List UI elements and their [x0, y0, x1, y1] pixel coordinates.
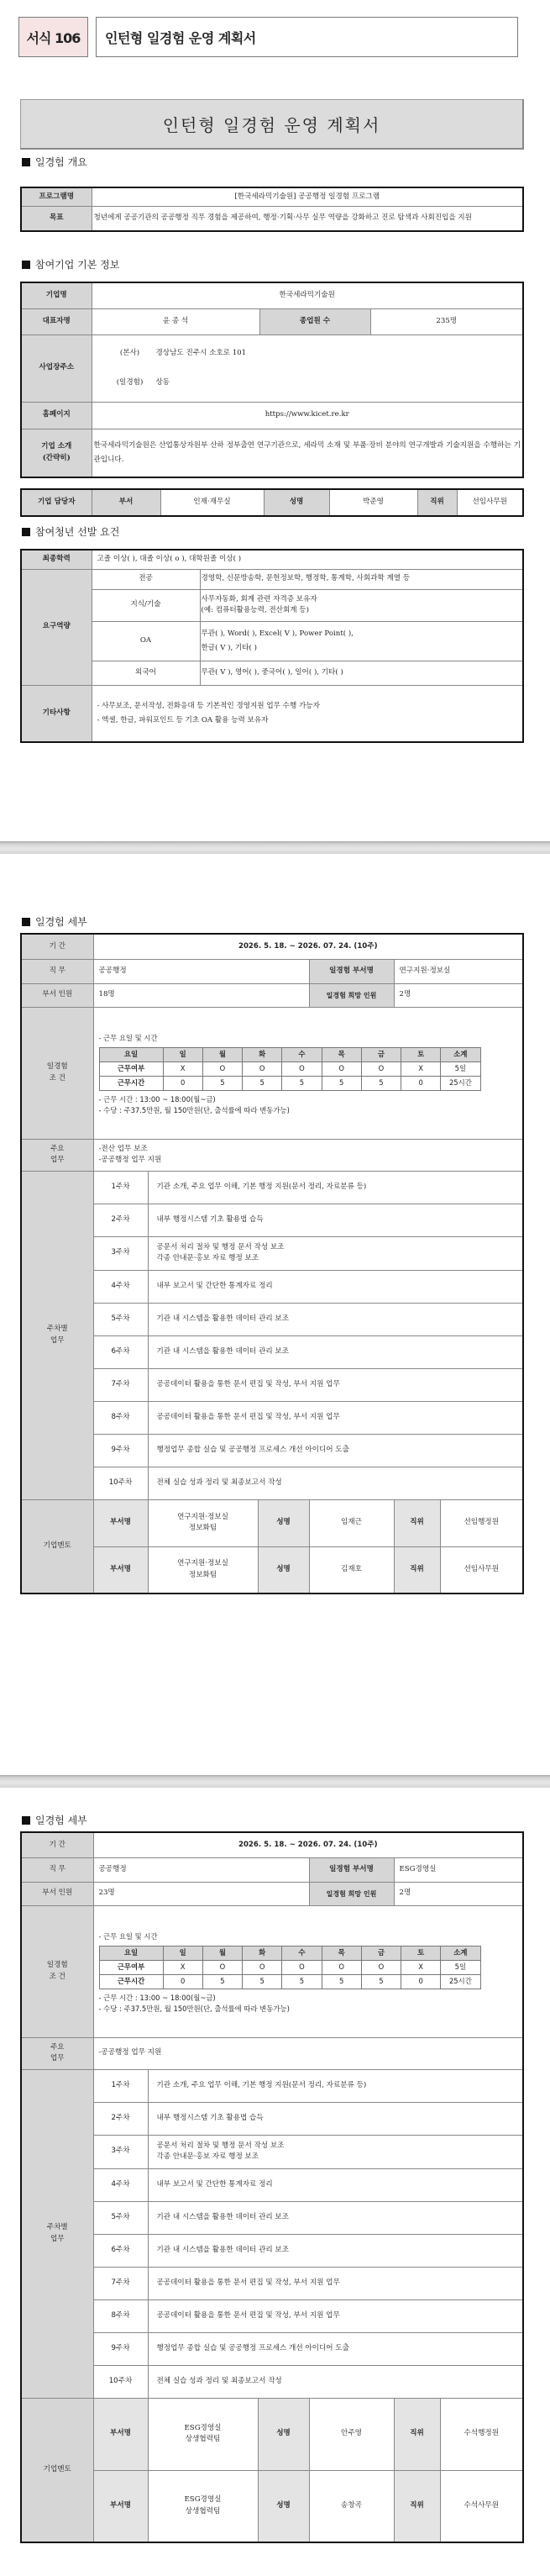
- week-number: 4주차: [93, 2168, 148, 2201]
- week-task: [148, 2332, 523, 2365]
- week-number: 8주차: [93, 2299, 148, 2332]
- section-heading-requirements: 참여청년 선발 요건: [22, 524, 119, 539]
- mentor-name-label: 성명: [258, 1546, 309, 1594]
- job-value: 공공행정: [93, 1857, 309, 1882]
- schedule-cell: 0: [163, 1974, 202, 1989]
- mentor-dept-label: 부서명: [93, 1546, 148, 1594]
- week-row: [21, 1204, 523, 1236]
- section-heading-detail: 일경험 세부: [22, 1813, 87, 1827]
- schedule-hours-row: [99, 1076, 480, 1090]
- goal-label: 목표: [21, 206, 92, 231]
- schedule-cell: X: [401, 1960, 441, 1974]
- week-task-line: 내부 행정시스템 기초 활용법 습득: [156, 1214, 264, 1224]
- mentor-position-value: 선임행정원: [440, 1499, 523, 1546]
- week-task-line: 공공데이터 활용을 통한 문서 편집 및 작성, 부서 지원 업무: [156, 1412, 340, 1421]
- schedule-cell: 근무여부: [99, 1960, 163, 1974]
- company-name-label: 기업명: [21, 282, 92, 308]
- week-task: [148, 1270, 523, 1303]
- language-label: 외국어: [92, 661, 200, 685]
- competency-label: 요구역량: [21, 569, 92, 685]
- mentor-dept-line: 상생협력팀: [185, 2506, 221, 2515]
- mentor-name-value: 김재호: [309, 1546, 394, 1594]
- mentor-dept-line: 연구지원·정보실: [177, 1559, 228, 1568]
- schedule-cell: 근무시간: [99, 1974, 163, 1989]
- week-number: 7주차: [93, 1368, 148, 1401]
- week-task-line: 공공데이터 활용을 통한 문서 편집 및 작성, 부서 지원 업무: [156, 2310, 340, 2320]
- address-work: 상동: [155, 378, 170, 387]
- mentor-position-value: 선임사무원: [440, 1546, 523, 1594]
- mentor-dept-line: ESG경영실: [184, 2495, 222, 2505]
- schedule-cell: 5: [202, 1076, 242, 1090]
- week-row: [21, 1434, 523, 1467]
- homepage-link[interactable]: https://www.kicet.re.kr: [92, 402, 523, 429]
- goal-value: 청년에게 공공기관의 공공행정 직무 경험을 제공하여, 행정·기획·사무 실무 역량을 강화하고 진로 탐색과 사회진입을 지원: [92, 206, 523, 231]
- schedule-cell: 일: [163, 1047, 202, 1061]
- week-task: [148, 2102, 523, 2135]
- week-task-line: 각종 안내문·홍보 자료 행정 보조: [156, 1254, 259, 1262]
- schedule-cell: 5: [282, 1076, 322, 1090]
- section-heading-company: 참여기업 기본 정보: [22, 257, 119, 271]
- schedule-cell: 요일: [99, 1047, 163, 1061]
- schedule-cell: 5: [243, 1974, 282, 1989]
- schedule-header-row: [99, 1047, 480, 1061]
- week-row: [21, 1303, 523, 1335]
- week-task: [148, 2234, 523, 2267]
- schedule-cell: 5: [202, 1974, 242, 1989]
- schedule-cell: O: [202, 1061, 242, 1076]
- week-row: [21, 1270, 523, 1303]
- want-label: 일경험 희망 인원: [309, 1882, 394, 1905]
- schedule-cell: 화: [243, 1047, 282, 1061]
- week-row: [21, 2234, 523, 2267]
- schedule-header-row: [99, 1946, 480, 1960]
- week-task-line: 내부 행정시스템 기초 활용법 습득: [156, 2113, 264, 2122]
- week-number: 6주차: [93, 2234, 148, 2267]
- major-label: 전공: [92, 569, 200, 589]
- week-number: 6주차: [93, 1335, 148, 1368]
- week-task: [148, 2299, 523, 2332]
- company-name-value: 한국세라믹기술원: [92, 282, 523, 308]
- mentor-name-label: 성명: [258, 2470, 309, 2542]
- main-task-item: -공공행정 업무 지원: [98, 2048, 162, 2057]
- week-task-line: 내부 보고서 및 간단한 통계자료 정리: [156, 1281, 273, 1290]
- week-row: [21, 1335, 523, 1368]
- detail-table: [20, 933, 524, 1594]
- weekly-label-line: 업무: [50, 1335, 65, 1345]
- schedule-cell: O: [361, 1960, 401, 1974]
- condition-value: - 근무 요일 및 시간 요일 일 월 화 수 목 금 토 소계 근무여부 X O O O O O X 5일 근무시간 0 5 5 5 5 5 0 25시간 - 근무 시간 : 13:00 ~ 18:00(월~금) - 수당 : 주37.5만원, 월 150만원(단, 출석률에 따라 변동가능): [93, 1007, 523, 1139]
- mentor-dept-value: [148, 1546, 258, 1594]
- week-task-line: 공공데이터 활용을 통한 문서 편집 및 작성, 부서 지원 업무: [156, 1379, 340, 1388]
- mentor-dept-line: 정보화팀: [188, 1524, 217, 1532]
- detail-table: [20, 1831, 524, 2543]
- mentor-dept-value: [148, 2398, 258, 2470]
- period-value: 2026. 5. 18. ~ 2026. 07. 24. (10주): [93, 934, 523, 959]
- main-task-item: -전산 업무 보조: [98, 1144, 148, 1153]
- week-row: [21, 2267, 523, 2299]
- education-value: 고졸 이상( ), 대졸 이상( o ), 대학원졸 이상( ): [92, 550, 523, 569]
- week-row: [21, 2069, 523, 2102]
- schedule-cell: O: [322, 1061, 361, 1076]
- mentor-name-value: 안주영: [309, 2398, 394, 2470]
- mentor-dept-line: ESG경영실: [184, 2423, 222, 2432]
- week-number: 8주차: [93, 1401, 148, 1434]
- week-number: 3주차: [93, 2135, 148, 2168]
- schedule-cell: X: [401, 1061, 441, 1076]
- week-task-line: 전체 실습 성과 정리 및 최종보고서 작성: [156, 1478, 282, 1487]
- week-task-line: 내부 보고서 및 간단한 통계자료 정리: [156, 2179, 273, 2189]
- schedule-cell: 화: [243, 1946, 282, 1960]
- schedule-cell: 5일: [441, 1061, 480, 1076]
- week-row: [21, 1236, 523, 1270]
- week-task: [148, 1236, 523, 1270]
- week-task-line: 기관 내 시스템을 활용한 데이터 관리 보조: [156, 1346, 290, 1356]
- week-task: [148, 1401, 523, 1434]
- mentor-position-label: 직위: [394, 2398, 440, 2470]
- staff-value: 23명: [93, 1882, 309, 1905]
- schedule-cell: 5: [243, 1076, 282, 1090]
- period-value: 2026. 5. 18. ~ 2026. 07. 24. (10주): [93, 1832, 523, 1857]
- mentor-position-label: 직위: [394, 1499, 440, 1546]
- schedule-cell: 5: [282, 1974, 322, 1989]
- staff-value: 18명: [93, 983, 309, 1007]
- week-number: 10주차: [93, 2365, 148, 2398]
- mentor-dept-label: 부서명: [93, 2470, 148, 2542]
- week-task: [148, 2135, 523, 2168]
- schedule-cell: X: [163, 1061, 202, 1076]
- week-row: [21, 1467, 523, 1499]
- main-task-list: [93, 1139, 523, 1171]
- condition-value: - 근무 요일 및 시간 요일 일 월 화 수 목 금 토 소계 근무여부 X O O O O O X 5일 근무시간 0 5 5 5 5 5 0 25시간 - 근무 시간 : 13:00 ~ 18:00(월~금) - 수당 : 주37.5만원, 월 150만원(단, 출석률에 따라 변동가능): [93, 1905, 523, 2037]
- employees-value: 235명: [370, 308, 523, 335]
- job-label: 직 무: [21, 1857, 93, 1882]
- square-bullet-icon: [22, 918, 30, 926]
- condition-label: 일경험 조 건: [21, 1007, 93, 1139]
- job-value: 공공행정: [93, 959, 309, 983]
- schedule-cell: 5: [322, 1974, 361, 1989]
- week-number: 1주차: [93, 1171, 148, 1204]
- schedule-cell: 0: [163, 1076, 202, 1090]
- schedule-cell: 수: [282, 1946, 322, 1960]
- education-label: 최종학력: [21, 550, 92, 569]
- week-task: [148, 1467, 523, 1499]
- mentor-dept-value: [148, 1499, 258, 1546]
- staff-label: 부서 인원: [21, 983, 93, 1007]
- schedule-cell: 5: [361, 1974, 401, 1989]
- week-task-line: 기관 소개, 주요 업무 이해, 기본 행정 지원(문서 정리, 자료분류 등): [156, 1182, 367, 1191]
- schedule-work-row: [99, 1061, 480, 1076]
- schedule-cell: 0: [401, 1076, 441, 1090]
- contact-name-label: 성명: [264, 489, 329, 516]
- want-value: 2명: [394, 983, 523, 1007]
- allowance-text: - 수당 : 주37.5만원, 월 150만원(단, 출석률에 따라 변동가능): [98, 1106, 290, 1114]
- week-row: [21, 2299, 523, 2332]
- want-value: 2명: [394, 1882, 523, 1905]
- schedule-cell: 5: [322, 1076, 361, 1090]
- program-label: 프로그램명: [21, 187, 92, 206]
- mentor-name-label: 성명: [258, 1499, 309, 1546]
- schedule-cell: 25시간: [441, 1076, 480, 1090]
- job-label: 직 무: [21, 959, 93, 983]
- mentor-row: [21, 2470, 523, 2542]
- schedule-cell: 소계: [441, 1946, 480, 1960]
- schedule-cell: 25시간: [441, 1974, 480, 1989]
- schedule-cell: 목: [322, 1047, 361, 1061]
- major-value: 경영학, 신문방송학, 문헌정보학, 행정학, 통계학, 사회과학 계열 등: [200, 569, 523, 589]
- schedule-cell: O: [202, 1960, 242, 1974]
- language-value: 무관( V ), 영어( ), 중국어( ), 일어( ), 기타( ): [200, 661, 523, 685]
- schedule-cell: 월: [202, 1047, 242, 1061]
- section-heading-detail: 일경험 세부: [22, 914, 87, 929]
- ceo-value: 윤 종 석: [92, 308, 259, 335]
- week-number: 9주차: [93, 1434, 148, 1467]
- dept-label: 일경험 부서명: [309, 959, 394, 983]
- want-label: 일경험 희망 인원: [309, 983, 394, 1007]
- week-number: 5주차: [93, 2201, 148, 2234]
- schedule-cell: 0: [401, 1974, 441, 1989]
- week-task-line: 전체 실습 성과 정리 및 최종보고서 작성: [156, 2376, 282, 2385]
- main-task-item: -공공행정 업무 지원: [98, 1156, 162, 1164]
- week-number: 3주차: [93, 1236, 148, 1270]
- main-task-label: 주요 업무: [21, 1139, 93, 1171]
- mentor-dept-label: 부서명: [93, 2398, 148, 2470]
- contact-position-label: 직위: [417, 489, 457, 516]
- week-row: [21, 2135, 523, 2168]
- intro-label: 기업 소개 (간략히): [21, 429, 92, 477]
- week-row: [21, 2365, 523, 2398]
- week-task: [148, 1434, 523, 1467]
- schedule-table: [99, 1946, 481, 1989]
- schedule-cell: 근무시간: [99, 1076, 163, 1090]
- mentor-dept-line: 상생협력팀: [185, 2435, 221, 2443]
- mentor-row: [21, 1499, 523, 1546]
- schedule-cell: 금: [361, 1047, 401, 1061]
- mentor-name-value: 송창곡: [309, 2470, 394, 2542]
- week-task-line: 기관 내 시스템을 활용한 데이터 관리 보조: [156, 2212, 290, 2221]
- intro-value: 한국세라믹기술원은 산업통상자원부 산하 정부출연 연구기관으로, 세라믹 소재 및 부품·장비 분야의 연구개발과 기술지원을 수행하는 기관입니다.: [92, 429, 523, 477]
- schedule-cell: 5일: [441, 1960, 480, 1974]
- period-label: 기 간: [21, 934, 93, 959]
- contact-dept-label: 부서: [92, 489, 160, 516]
- ceo-label: 대표자명: [21, 308, 92, 335]
- week-row: [21, 2201, 523, 2234]
- week-task-line: 공문서 처리 절차 및 행정 문서 작성 보조: [156, 2141, 285, 2150]
- main-task-list: [93, 2037, 523, 2069]
- week-task: [148, 1335, 523, 1368]
- form-title: 인턴형 일경험 운영 계획서: [96, 17, 518, 57]
- page-separator: [0, 841, 550, 854]
- week-task: [148, 1204, 523, 1236]
- mentor-name-label: 성명: [258, 2398, 309, 2470]
- week-number: 7주차: [93, 2267, 148, 2299]
- schedule-cell: 근무여부: [99, 1061, 163, 1076]
- address-value: (본사) 경상남도 진주시 소호로 101 (일경험) 상동: [92, 335, 523, 402]
- requirements-table: [20, 549, 524, 743]
- skill-value: 사무자동화, 회계 관련 자격증 보유자 (예: 컴퓨터활용능력, 전산회계 등): [200, 589, 523, 621]
- homepage-label: 홈페이지: [21, 402, 92, 429]
- dept-value: 연구지원·정보실: [394, 959, 523, 983]
- contact-label: 기업 담당자: [21, 489, 92, 516]
- company-table: [20, 282, 524, 478]
- week-task-line: 행정업무 종합 실습 및 공공행정 프로세스 개선 아이디어 도출: [156, 1445, 349, 1454]
- week-number: 5주차: [93, 1303, 148, 1335]
- schedule-cell: 목: [322, 1946, 361, 1960]
- contact-dept-value: 인재·재무실: [160, 489, 264, 516]
- schedule-cell: 5: [361, 1076, 401, 1090]
- condition-label: 일경험 조 건: [21, 1905, 93, 2037]
- period-label: 기 간: [21, 1832, 93, 1857]
- schedule-cell: O: [243, 1061, 282, 1076]
- week-task-line: 기관 내 시스템을 활용한 데이터 관리 보조: [156, 1314, 290, 1323]
- week-task: [148, 2069, 523, 2102]
- page-separator: [0, 1775, 550, 1788]
- employees-label: 종업원 수: [259, 308, 370, 335]
- mentor-dept-line: 연구지원·정보실: [177, 1512, 228, 1521]
- week-task-line: 공공데이터 활용을 통한 문서 편집 및 작성, 부서 지원 업무: [156, 2278, 340, 2287]
- week-row: [21, 1171, 523, 1204]
- weekly-task-label: [21, 2069, 93, 2398]
- mentor-position-value: 수석사무원: [440, 2470, 523, 2542]
- etc-value: - 사무보조, 문서작성, 전화응대 등 기본적인 경영지원 업무 수행 가능자 - 엑셀, 한글, 파워포인트 등 기초 OA 활용 능력 보유자: [92, 685, 523, 742]
- mentor-dept-label: 부서명: [93, 1499, 148, 1546]
- week-row: [21, 1368, 523, 1401]
- week-number: 10주차: [93, 1467, 148, 1499]
- week-number: 9주차: [93, 2332, 148, 2365]
- week-task: [148, 1368, 523, 1401]
- week-task-line: 행정업무 종합 실습 및 공공행정 프로세스 개선 아이디어 도출: [156, 2343, 349, 2352]
- form-number-badge: 서식 106: [18, 17, 88, 57]
- weekly-label-line: 주차별: [46, 2223, 68, 2232]
- overview-table: [20, 187, 524, 232]
- week-number: 1주차: [93, 2069, 148, 2102]
- mentor-position-label: 직위: [394, 2470, 440, 2542]
- section-heading-overview: 일경험 개요: [22, 155, 87, 169]
- schedule-cell: 요일: [99, 1946, 163, 1960]
- allowance-text: - 수당 : 주37.5만원, 월 150만원(단, 출석률에 따라 변동가능): [98, 2004, 290, 2013]
- week-number: 2주차: [93, 1204, 148, 1236]
- main-task-label: 주요 업무: [21, 2037, 93, 2069]
- mentor-position-label: 직위: [394, 1546, 440, 1594]
- mentor-dept-value: [148, 2470, 258, 2542]
- oa-label: OA: [92, 621, 200, 661]
- week-number: 4주차: [93, 1270, 148, 1303]
- week-row: [21, 2168, 523, 2201]
- mentor-row: [21, 1546, 523, 1594]
- week-task: [148, 2201, 523, 2234]
- schedule-cell: O: [322, 1960, 361, 1974]
- week-row: [21, 1401, 523, 1434]
- mentor-row: [21, 2398, 523, 2470]
- week-number: 2주차: [93, 2102, 148, 2135]
- skill-label: 지식/기술: [92, 589, 200, 621]
- contact-position-value: 선임사무원: [457, 489, 523, 516]
- schedule-cell: 토: [401, 1946, 441, 1960]
- mentor-name-value: 임재근: [309, 1499, 394, 1546]
- week-task-line: 공문서 처리 절차 및 행정 문서 작성 보조: [156, 1242, 285, 1251]
- staff-label: 부서 인원: [21, 1882, 93, 1905]
- week-row: [21, 2332, 523, 2365]
- schedule-cell: O: [282, 1061, 322, 1076]
- schedule-work-row: [99, 1960, 480, 1974]
- etc-label: 기타사항: [21, 685, 92, 742]
- document-title: 인턴형 일경험 운영 계획서: [20, 99, 524, 150]
- mentor-position-value: 수석행정원: [440, 2398, 523, 2470]
- contact-table: [20, 488, 524, 517]
- schedule-cell: 일: [163, 1946, 202, 1960]
- week-task: [148, 2168, 523, 2201]
- weekly-label-line: 업무: [50, 2234, 65, 2243]
- contact-name-value: 박준영: [329, 489, 417, 516]
- schedule-cell: 토: [401, 1047, 441, 1061]
- work-hours-text: - 근무 시간 : 13:00 ~ 18:00(월~금): [98, 1993, 216, 2002]
- mentor-label: 기업멘토: [21, 2398, 93, 2542]
- square-bullet-icon: [22, 261, 30, 269]
- schedule-cell: O: [282, 1960, 322, 1974]
- week-row: [21, 2102, 523, 2135]
- weekly-task-label: [21, 1171, 93, 1499]
- schedule-cell: 소계: [441, 1047, 480, 1061]
- square-bullet-icon: [22, 528, 30, 536]
- week-task: [148, 1303, 523, 1335]
- schedule-cell: 월: [202, 1946, 242, 1960]
- mentor-label: 기업멘토: [21, 1499, 93, 1594]
- week-task: [148, 1171, 523, 1204]
- week-task-line: 기관 내 시스템을 활용한 데이터 관리 보조: [156, 2245, 290, 2254]
- schedule-hours-row: [99, 1974, 480, 1989]
- schedule-cell: O: [361, 1061, 401, 1076]
- schedule-cell: 수: [282, 1047, 322, 1061]
- weekly-label-line: 주차별: [46, 1325, 68, 1334]
- address-label: 사업장주소: [21, 335, 92, 402]
- square-bullet-icon: [22, 1816, 30, 1825]
- week-task-line: 기관 소개, 주요 업무 이해, 기본 행정 지원(문서 정리, 자료분류 등): [156, 2080, 367, 2089]
- schedule-cell: X: [163, 1960, 202, 1974]
- dept-value: ESG경영실: [394, 1857, 523, 1882]
- mentor-dept-line: 정보화팀: [188, 1570, 217, 1579]
- schedule-cell: 금: [361, 1946, 401, 1960]
- schedule-table: [99, 1047, 481, 1091]
- program-value: [한국세라믹기술원] 공공행정 일경험 프로그램: [92, 187, 523, 206]
- week-task: [148, 2267, 523, 2299]
- oa-value: 무관( ), Word( ), Excel( V ), Power Point( ), 한글( V ), 기타( ): [200, 621, 523, 661]
- work-hours-text: - 근무 시간 : 13:00 ~ 18:00(월~금): [98, 1094, 216, 1104]
- week-task-line: 각종 안내문·홍보 자료 행정 보조: [156, 2152, 259, 2161]
- dept-label: 일경험 부서명: [309, 1857, 394, 1882]
- address-hq: 경상남도 진주시 소호로 101: [155, 348, 247, 357]
- schedule-cell: O: [243, 1960, 282, 1974]
- week-task: [148, 2365, 523, 2398]
- square-bullet-icon: [22, 158, 30, 166]
